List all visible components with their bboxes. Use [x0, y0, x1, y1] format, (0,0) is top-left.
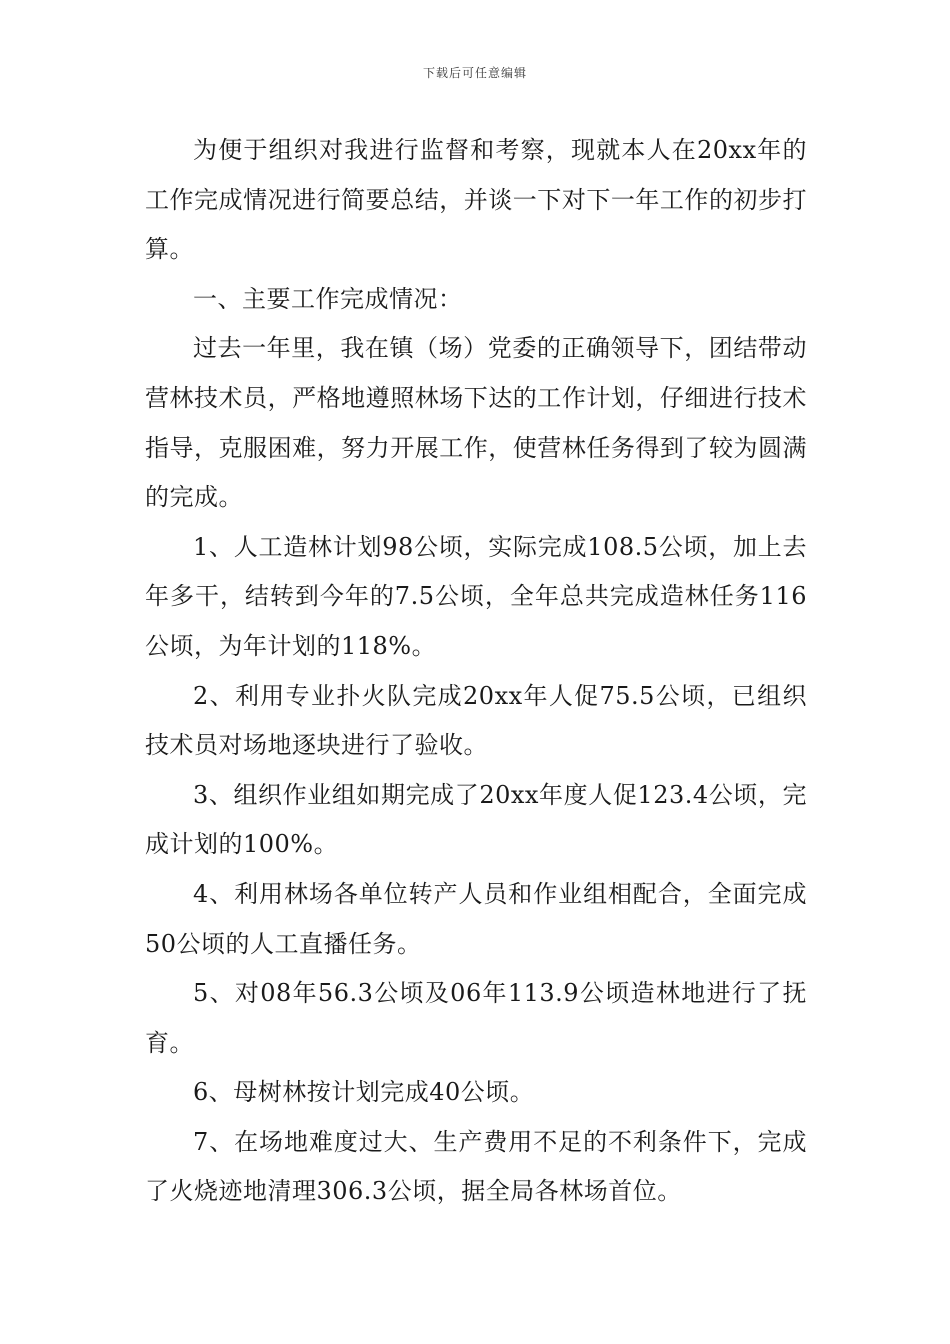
list-item-2: 2、利用专业扑火队完成20xx年人促75.5公顷，已组织技术员对场地逐块进行了验收。	[145, 681, 807, 760]
list-item-5: 5、对08年56.3公顷及06年113.9公顷造林地进行了抚育。	[145, 979, 807, 1057]
page-header-note: 下载后可任意编辑	[422, 66, 527, 80]
list-item-4: 4、利用林场各单位转产人员和作业组相配合，全面完成50公顷的人工直播任务。	[145, 879, 807, 958]
list-item-7: 7、在场地难度过大、生产费用不足的不利条件下，完成了火烧迹地清理306.3公顷，据全局各林场首位。	[145, 1127, 807, 1206]
document-body	[145, 126, 807, 1217]
list-item-3: 3、组织作业组如期完成了20xx年度人促123.4公顷，完成计划的100%。	[145, 780, 807, 859]
paragraph-intro: 为便于组织对我进行监督和考察，现就本人在20xx年的工作完成情况进行简要总结，并谈一下对下一年工作的初步打算。	[145, 136, 807, 264]
section-heading-main-work: 一、主要工作完成情况：	[193, 284, 463, 313]
list-item-1: 1、人工造林计划98公顷，实际完成108.5公顷，加上去年多干，结转到今年的7.5公顷，全年总共完成造林任务116公顷，为年计划的118%。	[145, 532, 807, 660]
paragraph-overview: 过去一年里，我在镇（场）党委的正确领导下，团结带动营林技术员，严格地遵照林场下达的工作计划，仔细进行技术指导，克服困难，努力开展工作，使营林任务得到了较为圆满的完成。	[145, 334, 807, 512]
list-item-6: 6、母树林按计划完成40公顷。	[193, 1078, 535, 1107]
